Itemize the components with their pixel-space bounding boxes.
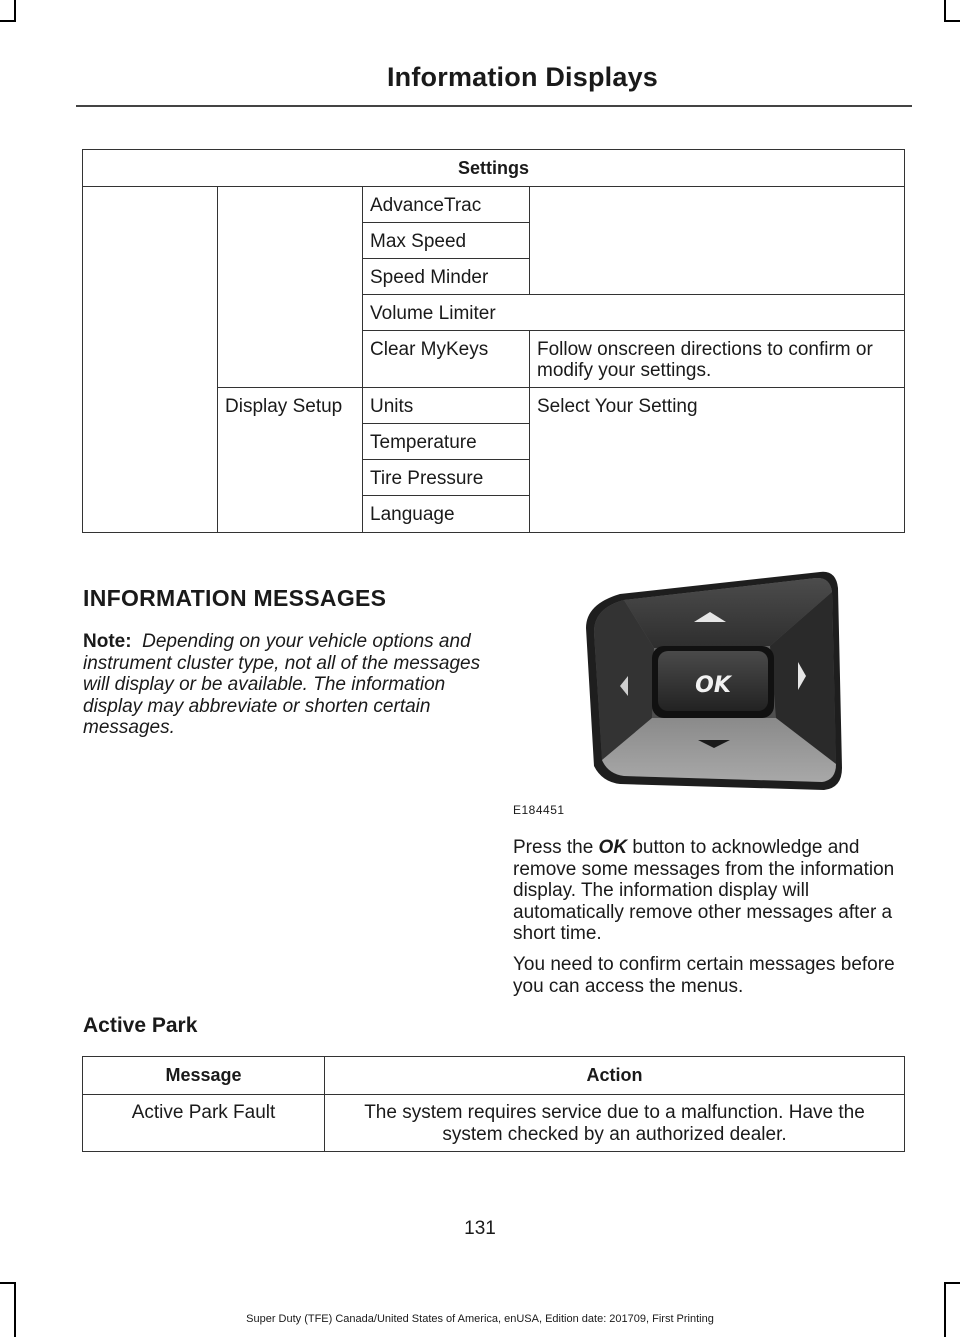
- page-number: 131: [464, 1218, 496, 1239]
- settings-col1-cell: [83, 187, 218, 533]
- settings-col2-cell: [218, 187, 363, 388]
- settings-instruction: Select Your Setting: [530, 388, 905, 533]
- crop-mark: [944, 20, 960, 22]
- crop-mark: [14, 1282, 16, 1337]
- settings-item: Clear MyKeys: [363, 331, 530, 388]
- settings-item: Language: [363, 496, 530, 533]
- settings-value-cell: [530, 187, 905, 295]
- note-label: Note:: [83, 631, 132, 652]
- settings-item: Speed Minder: [363, 259, 530, 295]
- column-header: Action: [325, 1057, 905, 1095]
- ok-button-label: OK: [695, 673, 731, 698]
- message-cell: Active Park Fault: [83, 1095, 325, 1152]
- settings-item: Tire Pressure: [363, 460, 530, 496]
- crop-mark: [0, 20, 16, 22]
- note-text: Depending on your vehicle options and instrument cluster type, not all of the messages will display or be available. The information display may abbreviate or shorten certain messages.: [83, 631, 481, 738]
- column-header: Message: [83, 1057, 325, 1095]
- ok-paragraph-post: button to acknowledge and remove some messages from the information display. The information display will automatically remove other messages after a short time.: [513, 837, 895, 944]
- footer: Super Duty (TFE) Canada/United States of America, enUSA, Edition date: 201709, First Printing: [246, 1313, 714, 1325]
- page-title: Information Displays: [386, 62, 658, 92]
- settings-instruction: Follow onscreen directions to confirm or modify your settings.: [530, 331, 905, 388]
- active-park-table: [82, 1056, 905, 1152]
- settings-item: Max Speed: [363, 223, 530, 259]
- steering-control-illustration: [580, 568, 844, 794]
- ok-term: OK: [598, 837, 628, 858]
- crop-mark: [944, 1282, 960, 1284]
- settings-item: AdvanceTrac: [363, 187, 530, 223]
- action-cell: The system requires service due to a malfunction. Have the system checked by an authorized dealer.: [325, 1095, 905, 1152]
- settings-item: Temperature: [363, 424, 530, 460]
- figure-id: E184451: [513, 803, 565, 817]
- crop-mark: [944, 1282, 946, 1337]
- header-rule: [76, 105, 912, 107]
- subsection-heading: Active Park: [83, 1014, 198, 1037]
- settings-item: Volume Limiter: [363, 295, 905, 331]
- note: [83, 631, 483, 739]
- settings-item: Units: [363, 388, 530, 424]
- ok-paragraph: [513, 837, 908, 945]
- settings-group-display-setup: Display Setup: [218, 388, 363, 533]
- settings-table: [82, 149, 905, 533]
- crop-mark: [0, 1282, 16, 1284]
- crop-mark: [944, 0, 946, 21]
- ok-paragraph-pre: Press the: [513, 837, 599, 858]
- confirm-paragraph: You need to confirm certain messages before you can access the menus.: [513, 954, 895, 997]
- crop-mark: [14, 0, 16, 21]
- section-heading: INFORMATION MESSAGES: [83, 585, 387, 611]
- table-row: [83, 1095, 905, 1152]
- settings-header: Settings: [83, 150, 905, 187]
